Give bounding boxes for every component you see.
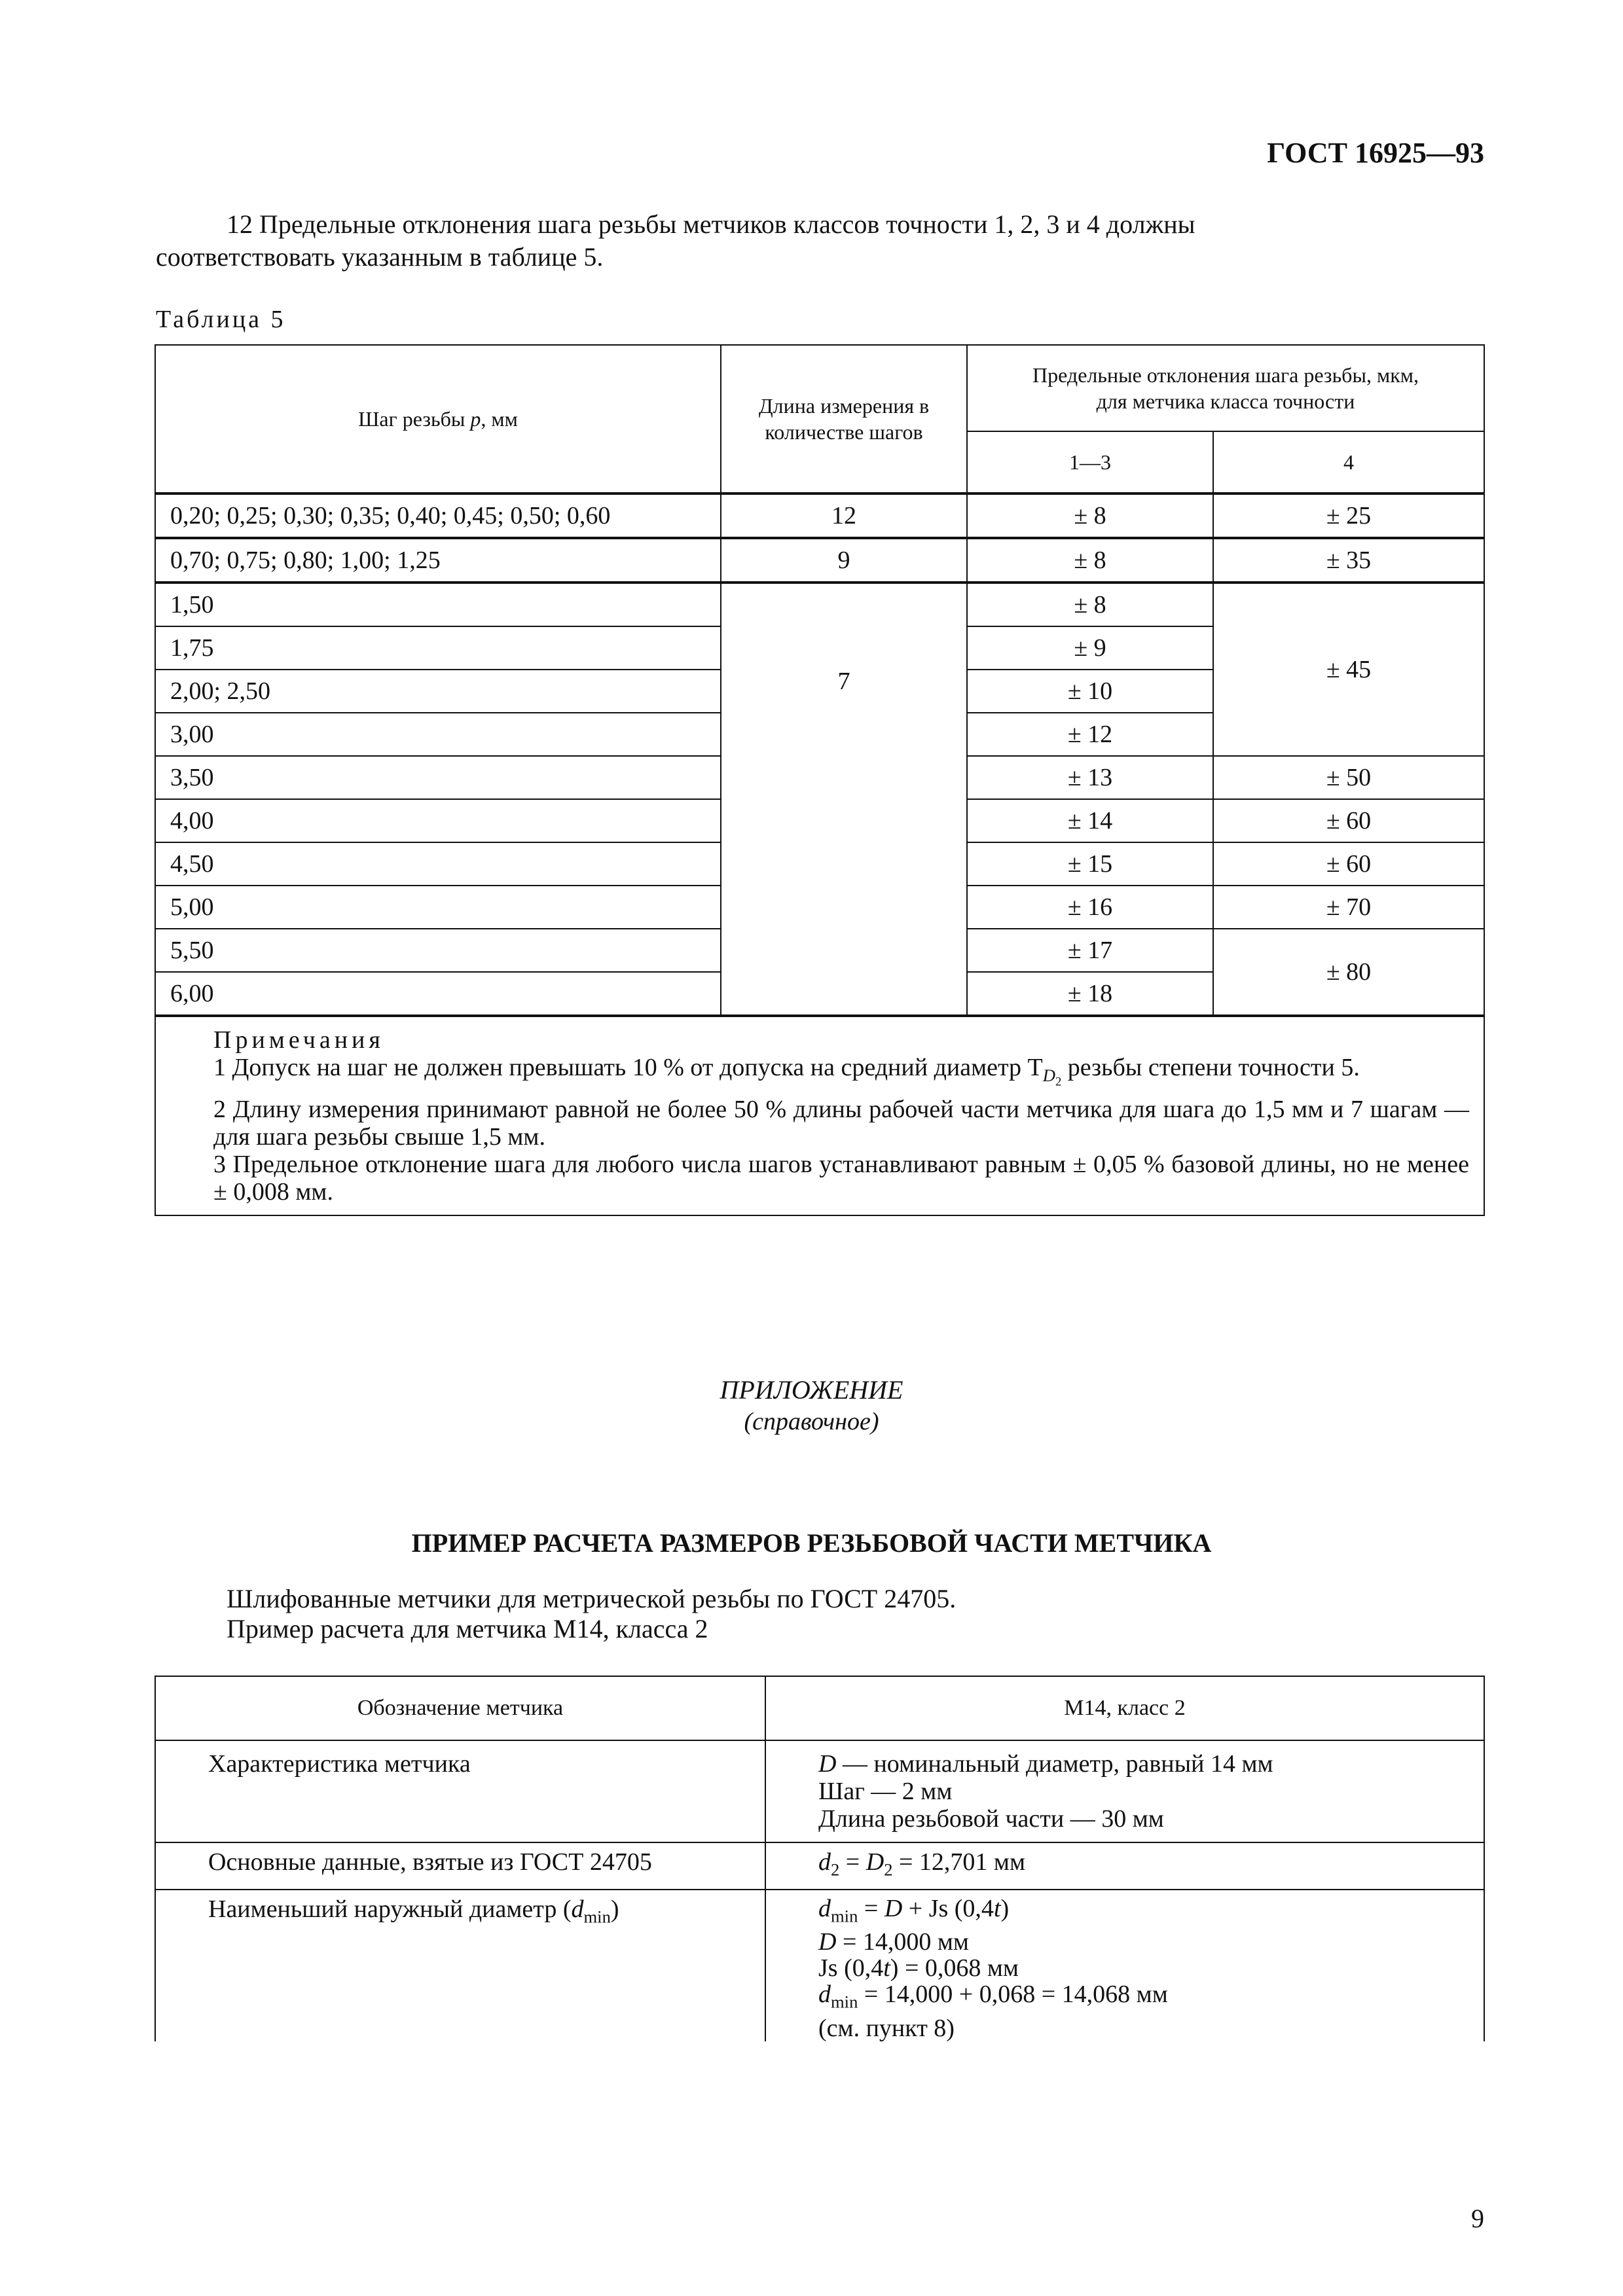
table-row: 3,00 ± 12 bbox=[155, 713, 1484, 756]
paragraph-12-line1: 12 Предельные отклонения шага резьбы метчиков классов точности 1, 2, 3 и 4 должны bbox=[227, 209, 1195, 239]
dev4-45-cell: ± 45 bbox=[1213, 583, 1484, 756]
table-row: 0,20; 0,25; 0,30; 0,35; 0,40; 0,45; 0,50; 0,60 12 ± 8 ± 25 bbox=[155, 493, 1484, 538]
page-number: 9 bbox=[1471, 2204, 1484, 2233]
table-row: 4,50 ± 15 ± 60 bbox=[155, 842, 1484, 886]
table-row: 6,00 ± 18 bbox=[155, 972, 1484, 1016]
example-table bbox=[155, 1676, 1485, 2041]
appendix-label: ПРИЛОЖЕНИЕ bbox=[720, 1375, 903, 1405]
table5-notes bbox=[155, 1016, 1484, 1215]
length-7-cell: 7 bbox=[721, 583, 967, 1016]
table-row: 3,50 ± 13 ± 50 bbox=[155, 756, 1484, 799]
table-row: 1,50 7 ± 8 ± 45 bbox=[155, 583, 1484, 626]
paragraph-12-line2: соответствовать указанным в таблице 5. bbox=[156, 242, 604, 272]
table-row: Основные данные, взятые из ГОСТ 24705 $d_2 = D_2 = 12,701$ мм bbox=[155, 1842, 1484, 1890]
header-class-4: 4 bbox=[1213, 431, 1484, 493]
table-row: Характеристика метчика D — номинальный диаметр, равный 14 мм Шаг — 2 мм Длина резьбовой части — 30 мм bbox=[155, 1740, 1484, 1842]
dev4-80-cell: ± 80 bbox=[1213, 929, 1484, 1016]
header-pitch: Шаг резьбы p, мм bbox=[155, 345, 721, 493]
appendix-title: ПРИМЕР РАСЧЕТА РАЗМЕРОВ РЕЗЬБОВОЙ ЧАСТИ МЕТЧИКА bbox=[411, 1528, 1212, 1558]
note-2: 2 Длину измерения принимают равной не более 50 % длины рабочей части метчика для шага до 1,5 мм и 7 шагам — для шага резьбы свыше 1,5 мм. bbox=[213, 1095, 1469, 1151]
appendix-type: (справочное) bbox=[744, 1408, 879, 1435]
table5-notes-row bbox=[155, 1016, 1484, 1215]
example-head-left: Обозначение метчика bbox=[155, 1676, 765, 1740]
header-length: Длина измерения в количестве шагов bbox=[721, 345, 967, 493]
table-row: 5,00 ± 16 ± 70 bbox=[155, 886, 1484, 929]
header-deviation: Предельные отклонения шага резьбы, мкм, для метчика класса точности bbox=[967, 345, 1484, 431]
note-3: 3 Предельное отклонение шага для любого числа шагов устанавливают равным ± 0,05 % базовой длины, но не менее ± 0,008 мм. bbox=[213, 1150, 1469, 1206]
header-class-1-3: 1—3 bbox=[967, 431, 1213, 493]
table-row: 1,75 ± 9 bbox=[155, 626, 1484, 670]
example-head-right: М14, класс 2 bbox=[765, 1676, 1484, 1740]
document-code: ГОСТ 16925—93 bbox=[1267, 137, 1484, 169]
table-row: 0,70; 0,75; 0,80; 1,00; 1,25 9 ± 8 ± 35 bbox=[155, 538, 1484, 583]
notes-heading: Примечания bbox=[213, 1026, 384, 1054]
table-row: 5,50 ± 17 ± 80 bbox=[155, 929, 1484, 972]
paragraph-12 bbox=[156, 208, 1485, 274]
example-header-row bbox=[155, 1676, 1484, 1740]
table5-header-row bbox=[155, 345, 1484, 431]
table-row: 2,00; 2,50 ± 10 bbox=[155, 670, 1484, 713]
table5-caption: Таблица 5 bbox=[156, 306, 286, 333]
table-row: Наименьший наружный диаметр $(d_{min})$ $d_{min} = D + Js$ (0,4t) D = 14,000 мм Js (0,4t) = 0,068 мм $d_{min} = 14,000 + 0,068 = 14,068$ мм (см. пункт 8) bbox=[155, 1890, 1484, 2041]
appendix-intro: Шлифованные метчики для метрической резьбы по ГОСТ 24705. Пример расчета для метчика М14, класса 2 bbox=[227, 1584, 957, 1643]
note-1: 1 Допуск на шаг не должен превышать 10 % от допуска на средний диаметр $T_{D_2}$ резьбы степени точности 5. bbox=[213, 1054, 1360, 1088]
table-5 bbox=[155, 344, 1485, 1216]
table-row: 4,00 ± 14 ± 60 bbox=[155, 799, 1484, 842]
